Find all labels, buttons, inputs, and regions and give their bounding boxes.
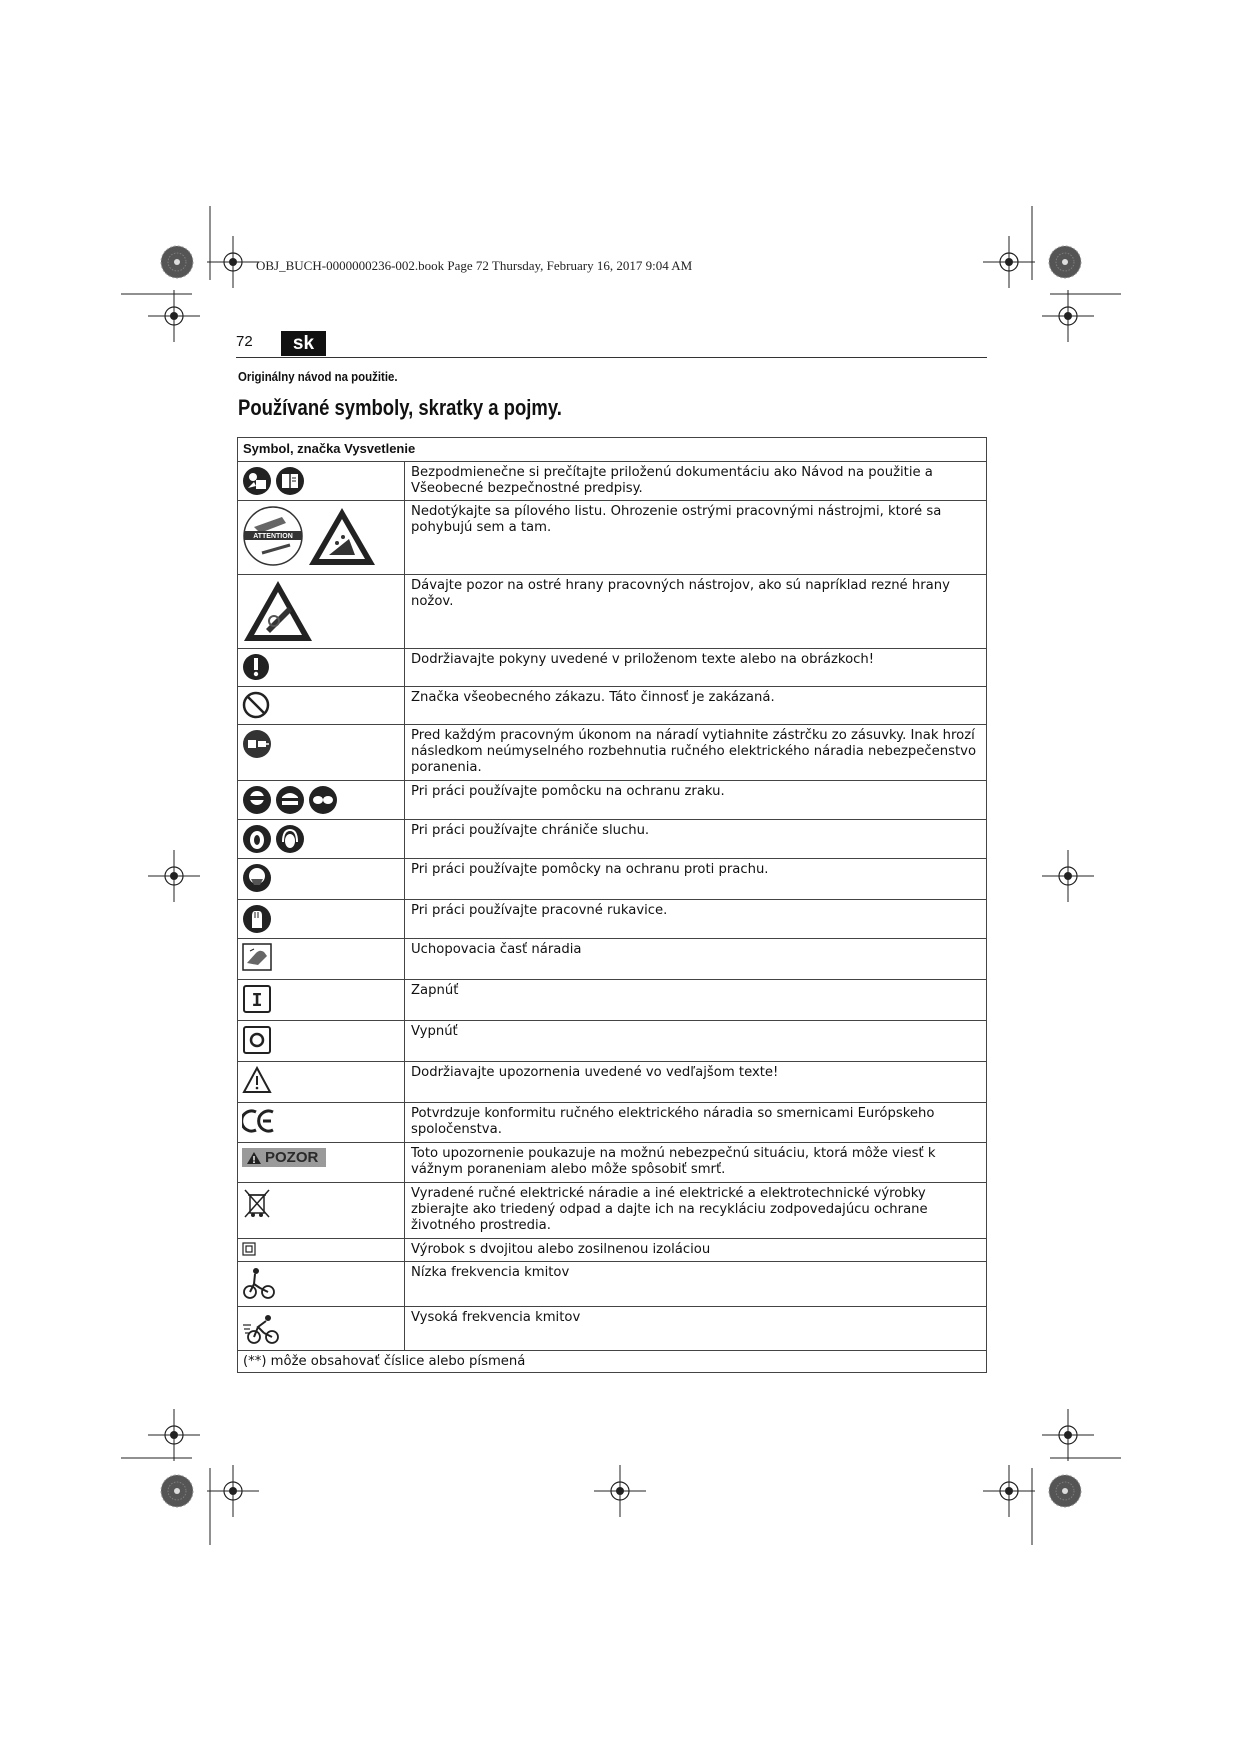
table-row bbox=[238, 980, 987, 1021]
row-text: Nízka frekvencia kmitov bbox=[405, 1262, 987, 1307]
row-text: Značka všeobecného zákazu. Táto činnosť je zakázaná. bbox=[405, 687, 987, 725]
table-row bbox=[238, 1307, 987, 1351]
double-insulation-icon bbox=[242, 1242, 256, 1256]
row-text: Nedotýkajte sa pílového listu. Ohrozenie ostrými pracovnými nástrojmi, ktoré sa pohybujú sem a tam. bbox=[405, 501, 987, 575]
row-text: Pred každým pracovným úkonom na náradí vytiahnite zástrčku zo zásuvky. Inak hrozí následkom neúmyselného rozbehnutia ručného elektrického náradia nebezpečenstvo poranenia. bbox=[405, 725, 987, 781]
attention-saw-icon bbox=[242, 505, 304, 567]
row-text: Potvrdzuje konformitu ručného elektrického náradia so smernicami Európskeho spoločenstva. bbox=[405, 1103, 987, 1143]
row-text: Pri práci používajte pracovné rukavice. bbox=[405, 900, 987, 939]
table-row bbox=[238, 725, 987, 781]
table-row bbox=[238, 1103, 987, 1143]
row-text: Toto upozornenie poukazuje na možnú nebezpečnú situáciu, ktorá môže viesť k vážnym poraneniam alebo môže spôsobiť smrť. bbox=[405, 1143, 987, 1183]
table-row bbox=[238, 1183, 987, 1239]
fast-cyclist-icon bbox=[242, 1311, 282, 1345]
row-text: Bezpodmienečne si prečítajte priloženú dokumentáciu ako Návod na použitie a Všeobecné bezpečnostné predpisy. bbox=[405, 462, 987, 501]
row-text: Vyradené ručné elektrické náradie a iné elektrické a elektrotechnické výrobky zbierajte ako triedený odpad a dajte ich na recykláciu zodpovedajúcu ochrane životného prostredia. bbox=[405, 1183, 987, 1239]
row-text: Výrobok s dvojitou alebo zosilnenou izoláciou bbox=[405, 1239, 987, 1262]
weee-bin-icon bbox=[242, 1187, 272, 1219]
row-text: Zapnúť bbox=[405, 980, 987, 1021]
table-row bbox=[238, 1262, 987, 1307]
goggles-icon bbox=[308, 785, 338, 815]
ce-mark-icon bbox=[242, 1107, 276, 1135]
symbols-table bbox=[237, 437, 987, 1373]
warning-triangle-icon bbox=[307, 505, 377, 567]
document-subtitle: Originálny návod na použitie. bbox=[238, 369, 398, 384]
table-footnote: (**) môže obsahovať číslice alebo písmená bbox=[238, 1351, 987, 1373]
row-text: Pri práci používajte pomôcku na ochranu zraku. bbox=[405, 781, 987, 820]
caution-outline-icon bbox=[242, 1066, 272, 1094]
svg-text:ATTENTION: ATTENTION bbox=[253, 533, 293, 540]
unplug-icon bbox=[242, 729, 272, 759]
row-text: Dávajte pozor na ostré hrany pracovných nástrojov, ako sú napríklad rezné hrany nožov. bbox=[405, 575, 987, 649]
table-row bbox=[238, 575, 987, 649]
table-row bbox=[238, 820, 987, 859]
table-row bbox=[238, 462, 987, 501]
mandatory-action-icon bbox=[242, 653, 270, 681]
table-row bbox=[238, 1021, 987, 1062]
page-number: 72 bbox=[236, 333, 253, 350]
pozor-label-text: POZOR bbox=[265, 1149, 319, 1166]
row-text: Uchopovacia časť náradia bbox=[405, 939, 987, 980]
table-row bbox=[238, 687, 987, 725]
table-row bbox=[238, 501, 987, 575]
dust-mask-icon bbox=[242, 863, 272, 893]
file-header: OBJ_BUCH-0000000236-002.book Page 72 Thursday, February 16, 2017 9:04 AM bbox=[256, 258, 693, 273]
row-text: Pri práci používajte pomôcky na ochranu proti prachu. bbox=[405, 859, 987, 900]
header-rule bbox=[236, 357, 987, 358]
table-row bbox=[238, 900, 987, 939]
gloves-icon bbox=[242, 904, 272, 934]
book-icon bbox=[275, 466, 305, 496]
table-row bbox=[238, 1062, 987, 1103]
table-row bbox=[238, 939, 987, 980]
switch-on-icon bbox=[242, 984, 272, 1014]
face-shield-icon bbox=[275, 785, 305, 815]
sharp-edge-warning-icon bbox=[242, 579, 314, 643]
row-text: Dodržiavajte pokyny uvedené v priloženom texte alebo na obrázkoch! bbox=[405, 649, 987, 687]
table-row bbox=[238, 1143, 987, 1183]
earmuff-icon bbox=[275, 824, 305, 854]
language-tab: sk bbox=[281, 331, 326, 356]
table-row bbox=[238, 859, 987, 900]
table-row bbox=[238, 1239, 987, 1262]
row-text: Vypnúť bbox=[405, 1021, 987, 1062]
section-title: Používané symboly, skratky a pojmy. bbox=[238, 395, 562, 420]
prohibition-icon bbox=[242, 691, 270, 719]
ear-protection-icon bbox=[242, 824, 272, 854]
row-text: Pri práci používajte chrániče sluchu. bbox=[405, 820, 987, 859]
row-text: Vysoká frekvencia kmitov bbox=[405, 1307, 987, 1351]
table-row bbox=[238, 649, 987, 687]
table-row bbox=[238, 781, 987, 820]
switch-off-icon bbox=[242, 1025, 272, 1055]
grip-surface-icon bbox=[242, 943, 272, 971]
pozor-label-icon bbox=[242, 1148, 326, 1167]
slow-cyclist-icon bbox=[242, 1266, 276, 1300]
eye-protection-icon bbox=[242, 785, 272, 815]
table-header: Symbol, značka Vysvetlenie bbox=[238, 438, 987, 462]
read-manual-icon bbox=[242, 466, 272, 496]
row-text: Dodržiavajte upozornenia uvedené vo vedľajšom texte! bbox=[405, 1062, 987, 1103]
svg-text:I: I bbox=[251, 990, 263, 1011]
